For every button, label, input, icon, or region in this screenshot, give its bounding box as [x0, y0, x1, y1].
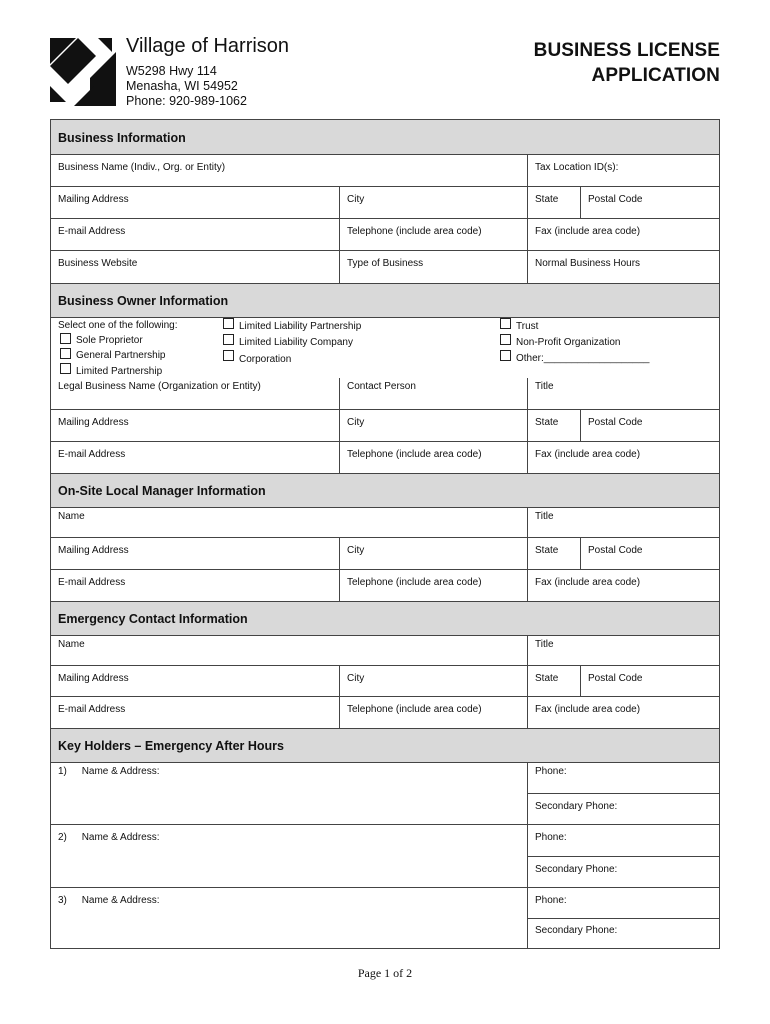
form-row: [51, 155, 719, 187]
village-logo-icon: [50, 38, 116, 106]
business-hours-field[interactable]: Normal Business Hours: [535, 258, 641, 269]
checkbox-other[interactable]: [500, 350, 511, 361]
section-heading: Emergency Contact Information: [58, 612, 248, 626]
form-title: [534, 38, 720, 88]
form-row: [51, 508, 719, 538]
address-line-1: W5298 Hwy 114: [126, 64, 217, 78]
business-type-options: [51, 318, 719, 378]
city-field[interactable]: City: [340, 538, 528, 569]
option-label: Sole Proprietor: [76, 335, 143, 346]
option-label: Trust: [516, 321, 539, 332]
form-row: [51, 636, 719, 666]
form-row: [51, 378, 719, 410]
name-field[interactable]: Name: [51, 508, 528, 537]
mailing-address-field[interactable]: Mailing Address: [51, 410, 340, 441]
form-row: [51, 570, 719, 601]
key-holder-name-address[interactable]: [51, 888, 528, 948]
section-business-information: [51, 120, 719, 155]
contact-person-field[interactable]: Contact Person: [340, 378, 528, 409]
option-label: Other:___________________: [516, 353, 650, 364]
form-row: [51, 251, 719, 283]
business-name-field[interactable]: Business Name (Indiv., Org. or Entity): [51, 155, 528, 186]
website-field[interactable]: Business Website: [51, 251, 340, 283]
state-field[interactable]: State: [528, 410, 581, 441]
key-holder-secondary-phone[interactable]: Secondary Phone:: [528, 918, 719, 948]
option-label: Limited Liability Partnership: [239, 321, 362, 332]
postal-code-field[interactable]: Postal Code: [588, 545, 643, 556]
postal-code-field[interactable]: Postal Code: [588, 673, 643, 684]
key-holder-label: Name & Address:: [81, 832, 160, 843]
email-field[interactable]: E-mail Address: [51, 697, 340, 728]
telephone-field[interactable]: Telephone (include area code): [340, 219, 528, 250]
key-holder-number: 1): [58, 766, 67, 777]
title-field[interactable]: Title: [535, 511, 554, 522]
form-row: [51, 538, 719, 570]
key-holder-phone[interactable]: Phone:: [535, 766, 567, 777]
postal-code-field[interactable]: Postal Code: [588, 417, 643, 428]
option-label: Non-Profit Organization: [516, 337, 621, 348]
mailing-address-field[interactable]: Mailing Address: [51, 187, 340, 218]
state-field[interactable]: State: [528, 666, 581, 696]
form-row: [51, 666, 719, 697]
checkbox-llp[interactable]: [223, 318, 234, 329]
form-row: [51, 219, 719, 251]
checkbox-llc[interactable]: [223, 334, 234, 345]
phone-number: Phone: 920-989-1062: [126, 94, 247, 108]
title-field[interactable]: Title: [535, 639, 554, 650]
key-holder-name-address[interactable]: [51, 825, 528, 887]
legal-name-field[interactable]: Legal Business Name (Organization or Entity): [51, 378, 340, 409]
checkbox-non-profit[interactable]: [500, 334, 511, 345]
mailing-address-field[interactable]: Mailing Address: [51, 538, 340, 569]
section-manager-information: [51, 473, 719, 508]
telephone-field[interactable]: Telephone (include area code): [340, 442, 528, 473]
key-holder-label: Name & Address:: [81, 895, 160, 906]
section-key-holders: [51, 728, 719, 763]
checkbox-trust[interactable]: [500, 318, 511, 329]
email-field[interactable]: E-mail Address: [51, 219, 340, 250]
option-label: Limited Liability Company: [239, 337, 353, 348]
option-label: General Partnership: [76, 350, 166, 361]
form-row: [51, 697, 719, 728]
state-field[interactable]: State: [528, 538, 581, 569]
checkbox-general-partnership[interactable]: [60, 348, 71, 359]
mailing-address-field[interactable]: Mailing Address: [51, 666, 340, 696]
key-holder-row: [51, 825, 719, 888]
key-holder-phone[interactable]: Phone:: [535, 832, 567, 843]
checkbox-limited-partnership[interactable]: [60, 363, 71, 374]
telephone-field[interactable]: Telephone (include area code): [340, 570, 528, 601]
key-holder-row: [51, 763, 719, 825]
key-holder-number: 2): [58, 832, 67, 843]
section-heading: Business Information: [58, 131, 186, 145]
key-holder-number: 3): [58, 895, 67, 906]
email-field[interactable]: E-mail Address: [51, 570, 340, 601]
org-name: Village of Harrison: [126, 35, 290, 57]
address-line-2: Menasha, WI 54952: [126, 79, 238, 93]
key-holder-label: Name & Address:: [81, 766, 160, 777]
key-holder-secondary-phone[interactable]: Secondary Phone:: [528, 793, 719, 825]
section-heading: Key Holders – Emergency After Hours: [58, 739, 285, 753]
section-business-owner-information: [51, 283, 719, 318]
option-label: Limited Partnership: [76, 366, 163, 377]
checkbox-corporation[interactable]: [223, 350, 234, 361]
form-row: [51, 410, 719, 442]
city-field[interactable]: City: [340, 410, 528, 441]
section-heading: Business Owner Information: [58, 294, 229, 308]
fax-field[interactable]: Fax (include area code): [535, 704, 641, 715]
form-title-line-1: BUSINESS LICENSE: [533, 40, 720, 61]
email-field[interactable]: E-mail Address: [51, 442, 340, 473]
key-holder-secondary-phone[interactable]: Secondary Phone:: [528, 856, 719, 888]
fax-field[interactable]: Fax (include area code): [535, 449, 641, 460]
fax-field[interactable]: Fax (include area code): [535, 577, 641, 588]
page-number: Page 1 of 2: [357, 966, 413, 980]
city-field[interactable]: City: [340, 187, 528, 218]
select-one-label: Select one of the following:: [58, 320, 178, 331]
telephone-field[interactable]: Telephone (include area code): [340, 697, 528, 728]
page-header: [0, 0, 770, 120]
title-field[interactable]: Title: [535, 381, 554, 392]
postal-code-field[interactable]: Postal Code: [588, 194, 643, 205]
tax-location-field[interactable]: Tax Location ID(s):: [535, 162, 619, 173]
business-type-field[interactable]: Type of Business: [340, 251, 528, 283]
state-field[interactable]: State: [528, 187, 581, 218]
fax-field[interactable]: Fax (include area code): [535, 226, 641, 237]
name-field[interactable]: Name: [51, 636, 528, 665]
section-emergency-contact: [51, 601, 719, 636]
form-row: [51, 187, 719, 219]
key-holder-phone[interactable]: Phone:: [535, 895, 567, 906]
form-title-line-2: APPLICATION: [591, 65, 720, 86]
form-row: [51, 442, 719, 473]
key-holder-name-address[interactable]: [51, 763, 528, 824]
license-form: [50, 119, 720, 949]
section-heading: On-Site Local Manager Information: [58, 484, 266, 498]
city-field[interactable]: City: [340, 666, 528, 696]
key-holder-row: [51, 888, 719, 948]
checkbox-sole-proprietor[interactable]: [60, 333, 71, 344]
option-label: Corporation: [239, 354, 292, 365]
